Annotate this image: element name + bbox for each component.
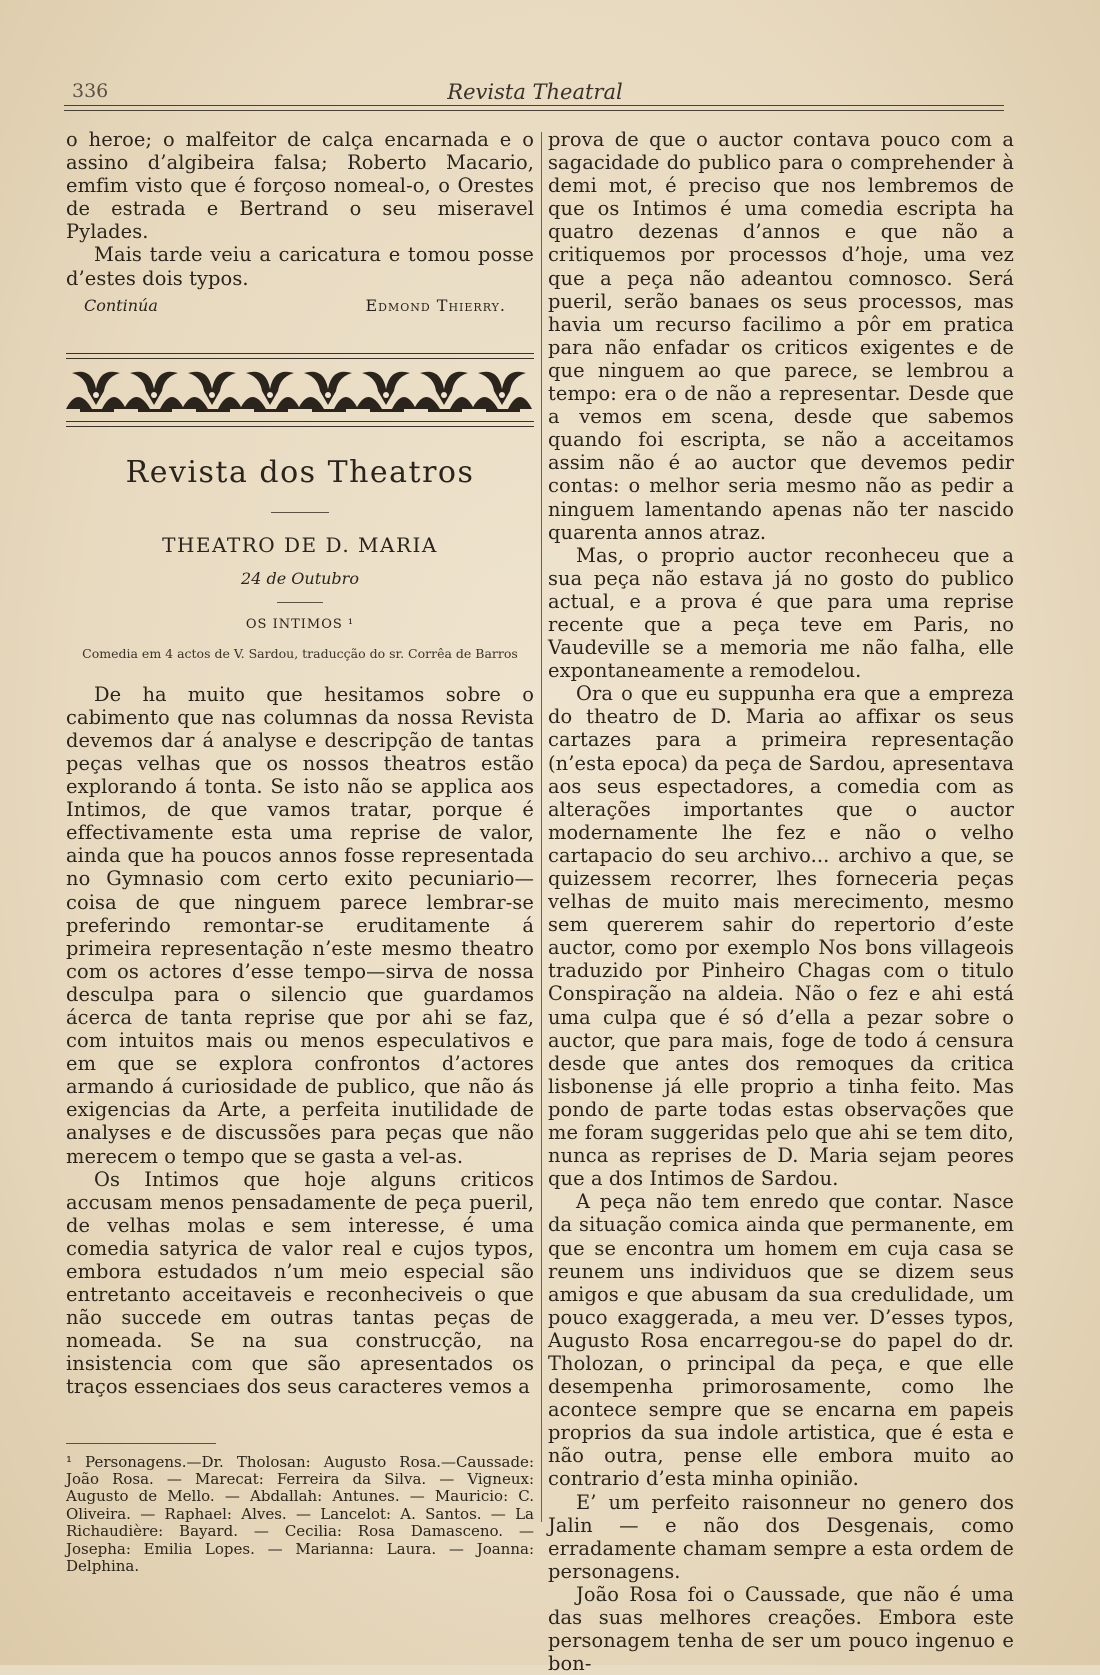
- footnote: ¹ Personagens.—Dr. Tholosan: Augusto Rosa.—Caussade: João Rosa. — Marecat: Ferreira da Silva. — Vigneux: Augusto de Mello. — Abdallah: Antunes. — Mauricio: C. Oliveira. — Raphael: Alves. — Lancelot: A. Santos. — La Richaudière: Bayard. — Cecilia: Rosa Damasceno. — Josepha: Emilia Lopes. — Marianna: Laura. — Joanna: Delphina.: [66, 1452, 534, 1575]
- header-rule: [64, 105, 1004, 111]
- running-title: Revista Theatral: [447, 80, 623, 104]
- short-divider: [271, 512, 329, 513]
- ornament-rule-top: [66, 353, 534, 359]
- left-paragraph-3: De ha muito que hesitamos sobre o cabimento que nas columnas da nossa Revista devemos dar á analyse e descripção de tantas peças velhas que os nossos theatros estão explorando á tonta. Se isto não se applica aos Intimos, de que vamos tratar, porque é effectivamente esta uma reprise de valor, ainda que ha poucos annos fosse representada no Gymnasio com certo exito pecuniario—coisa de que ninguem parece lembrar-se preferindo remontar-se eruditamente á primeira representação n’este mesmo theatro com os actores d’esse tempo—sirva de nossa desculpa para o silencio que guardamos ácerca de tanta reprise que por ahi se faz, com intuitos mais ou menos especulativos e em que se explora confrontos d’actores armando á curiosidade de publico, que não ás exigencias da Arte, a perfeita inutilidade de analyses e de discussões para peças que não merecem o tempo que se gasta a vel-as.: [66, 682, 534, 1168]
- continua-note: Continúa: [84, 295, 158, 315]
- column-divider: [541, 132, 542, 1522]
- right-paragraph-3: Ora o que eu suppunha era que a empreza do theatro de D. Maria ao affixar os seus cartazes para a primeira representação (n’esta epoca) da peça de Sardou, apresentava aos seus espectadores, a comedia com as alterações importantes que o auctor modernamente lhe fez e não o velho cartapacio do seu archivo... archivo a que, se quizessem recorrer, lhes forneceria peças velhas de muito mais merecimento, mesmo sem quererem sahir do repertorio d’este auctor, como por exemplo Nos bons villageois traduzido por Pinheiro Chagas com o titulo Conspiração na aldeia. Não o fez e ahi está uma culpa que é só d’ella a pezar sobre o auctor, que para mais, foge de todo á censura desde que antes dos remoques da critica lisbonense já elle proprio a tinha feito. Mas pondo de parte todas estas observações que me foram suggeridas pelo que ahi se tem dito, nunca as reprises de D. Maria sejam peores que a dos Intimos de Sardou.: [548, 682, 1014, 1191]
- ornament-band: [66, 353, 534, 427]
- short-divider-2: [277, 602, 323, 603]
- right-paragraph-6: João Rosa foi o Caussade, que não é uma das suas melhores creações. Embora este personagem tenha de ser um pouco ingenuo e bon-: [548, 1582, 1014, 1675]
- right-paragraph-2: Mas, o proprio auctor reconheceu que a sua peça não estava já no gosto do publico actual, e a prova é que para uma reprise recente que a peça teve em Paris, no Vaudeville se a memoria me não falha, elle expontaneamente a remodelou.: [548, 543, 1014, 683]
- ornament-rule-bottom: [66, 421, 534, 427]
- right-column: [548, 128, 1014, 1675]
- left-paragraph-1: o heroe; o malfeitor de calça encarnada e o assino d’algibeira falsa; Roberto Macario, emfim visto que é forçoso nomeal-o, o Orestes de estrada e Bertrand o seu miseravel Pylades.: [66, 128, 534, 244]
- theatre-heading: THEATRO DE D. MARIA: [162, 532, 438, 557]
- page-number: 336: [72, 80, 109, 102]
- section-title: Revista dos Theatros: [125, 454, 475, 490]
- right-paragraph-5: E’ um perfeito raisonneur no genero dos Jalin — e não dos Desgenais, como erradamente chamam sempre a esta ordem de personagens.: [548, 1490, 1014, 1583]
- right-paragraph-4: A peça não tem enredo que contar. Nasce da situação comica ainda que permanente, em que se encontra um homem em cuja casa se reunem uns individuos que se dizem seus amigos e que abusam da sua credulidade, um pouco exaggerada, a meu ver. D’esses typos, Augusto Rosa encarregou-se do papel do dr. Tholozan, o principal da peça, e que elle desempenha primorosamente, como lhe acontece sempre que se encarna em papeis proprios da sua indole artistica, que é esta e não outra, pense elle embora muito ao contrario d’esta minha opinião.: [548, 1190, 1014, 1491]
- review-date: 24 de Outubro: [241, 568, 359, 588]
- play-title: OS INTIMOS ¹: [245, 616, 355, 632]
- play-credits: Comedia em 4 actos de V. Sardou, traducção do sr. Corrêa de Barros: [82, 645, 518, 661]
- left-paragraph-4: Os Intimos que hoje alguns criticos accusam menos pensadamente de peça pueril, de velhas molas e sem interesse, é uma comedia satyrica de valor real e cujos typos, embora estudados n’um meio especial são entretanto acceitaveis e reconheciveis o que não succede em outras tantas peças de nomeada. Se na sua construcção, na insistencia com que são apresentados os traços essenciaes dos seus caracteres vemos a: [66, 1167, 534, 1399]
- right-paragraph-1: prova de que o auctor contava pouco com a sagacidade do publico para o comprehender à demi mot, é preciso que nos lembremos de que os Intimos é uma comedia escripta ha quatro dezenas d’annos e que não a critiquemos por processos d’hoje, uma vez que a peça não adeantou comnosco. Será pueril, serão banaes os seus processos, mas havia um recurso facilimo a pôr em pratica para não enfadar os criticos exigentes e de que ninguem ao que parece, se lembrou a tempo: era o de não a representar. Desde que a vemos em scena, desde que sabemos quando foi escripta, se não a acceitamos assim não é ao auctor que devemos pedir contas: o melhor seria mesmo não as pedir a ninguem lamentando apenas não ter nascido quarenta annos atraz.: [548, 128, 1014, 544]
- running-header: [66, 80, 1004, 104]
- footnote-rule: [66, 1443, 216, 1444]
- signature-line: [66, 296, 534, 315]
- author-name: Edmond Thierry.: [365, 295, 506, 315]
- left-paragraph-2: Mais tarde veiu a caricatura e tomou posse d’estes dois typos.: [66, 243, 534, 290]
- fleuron-ornament-icon: [66, 365, 534, 415]
- left-column: [66, 128, 534, 1575]
